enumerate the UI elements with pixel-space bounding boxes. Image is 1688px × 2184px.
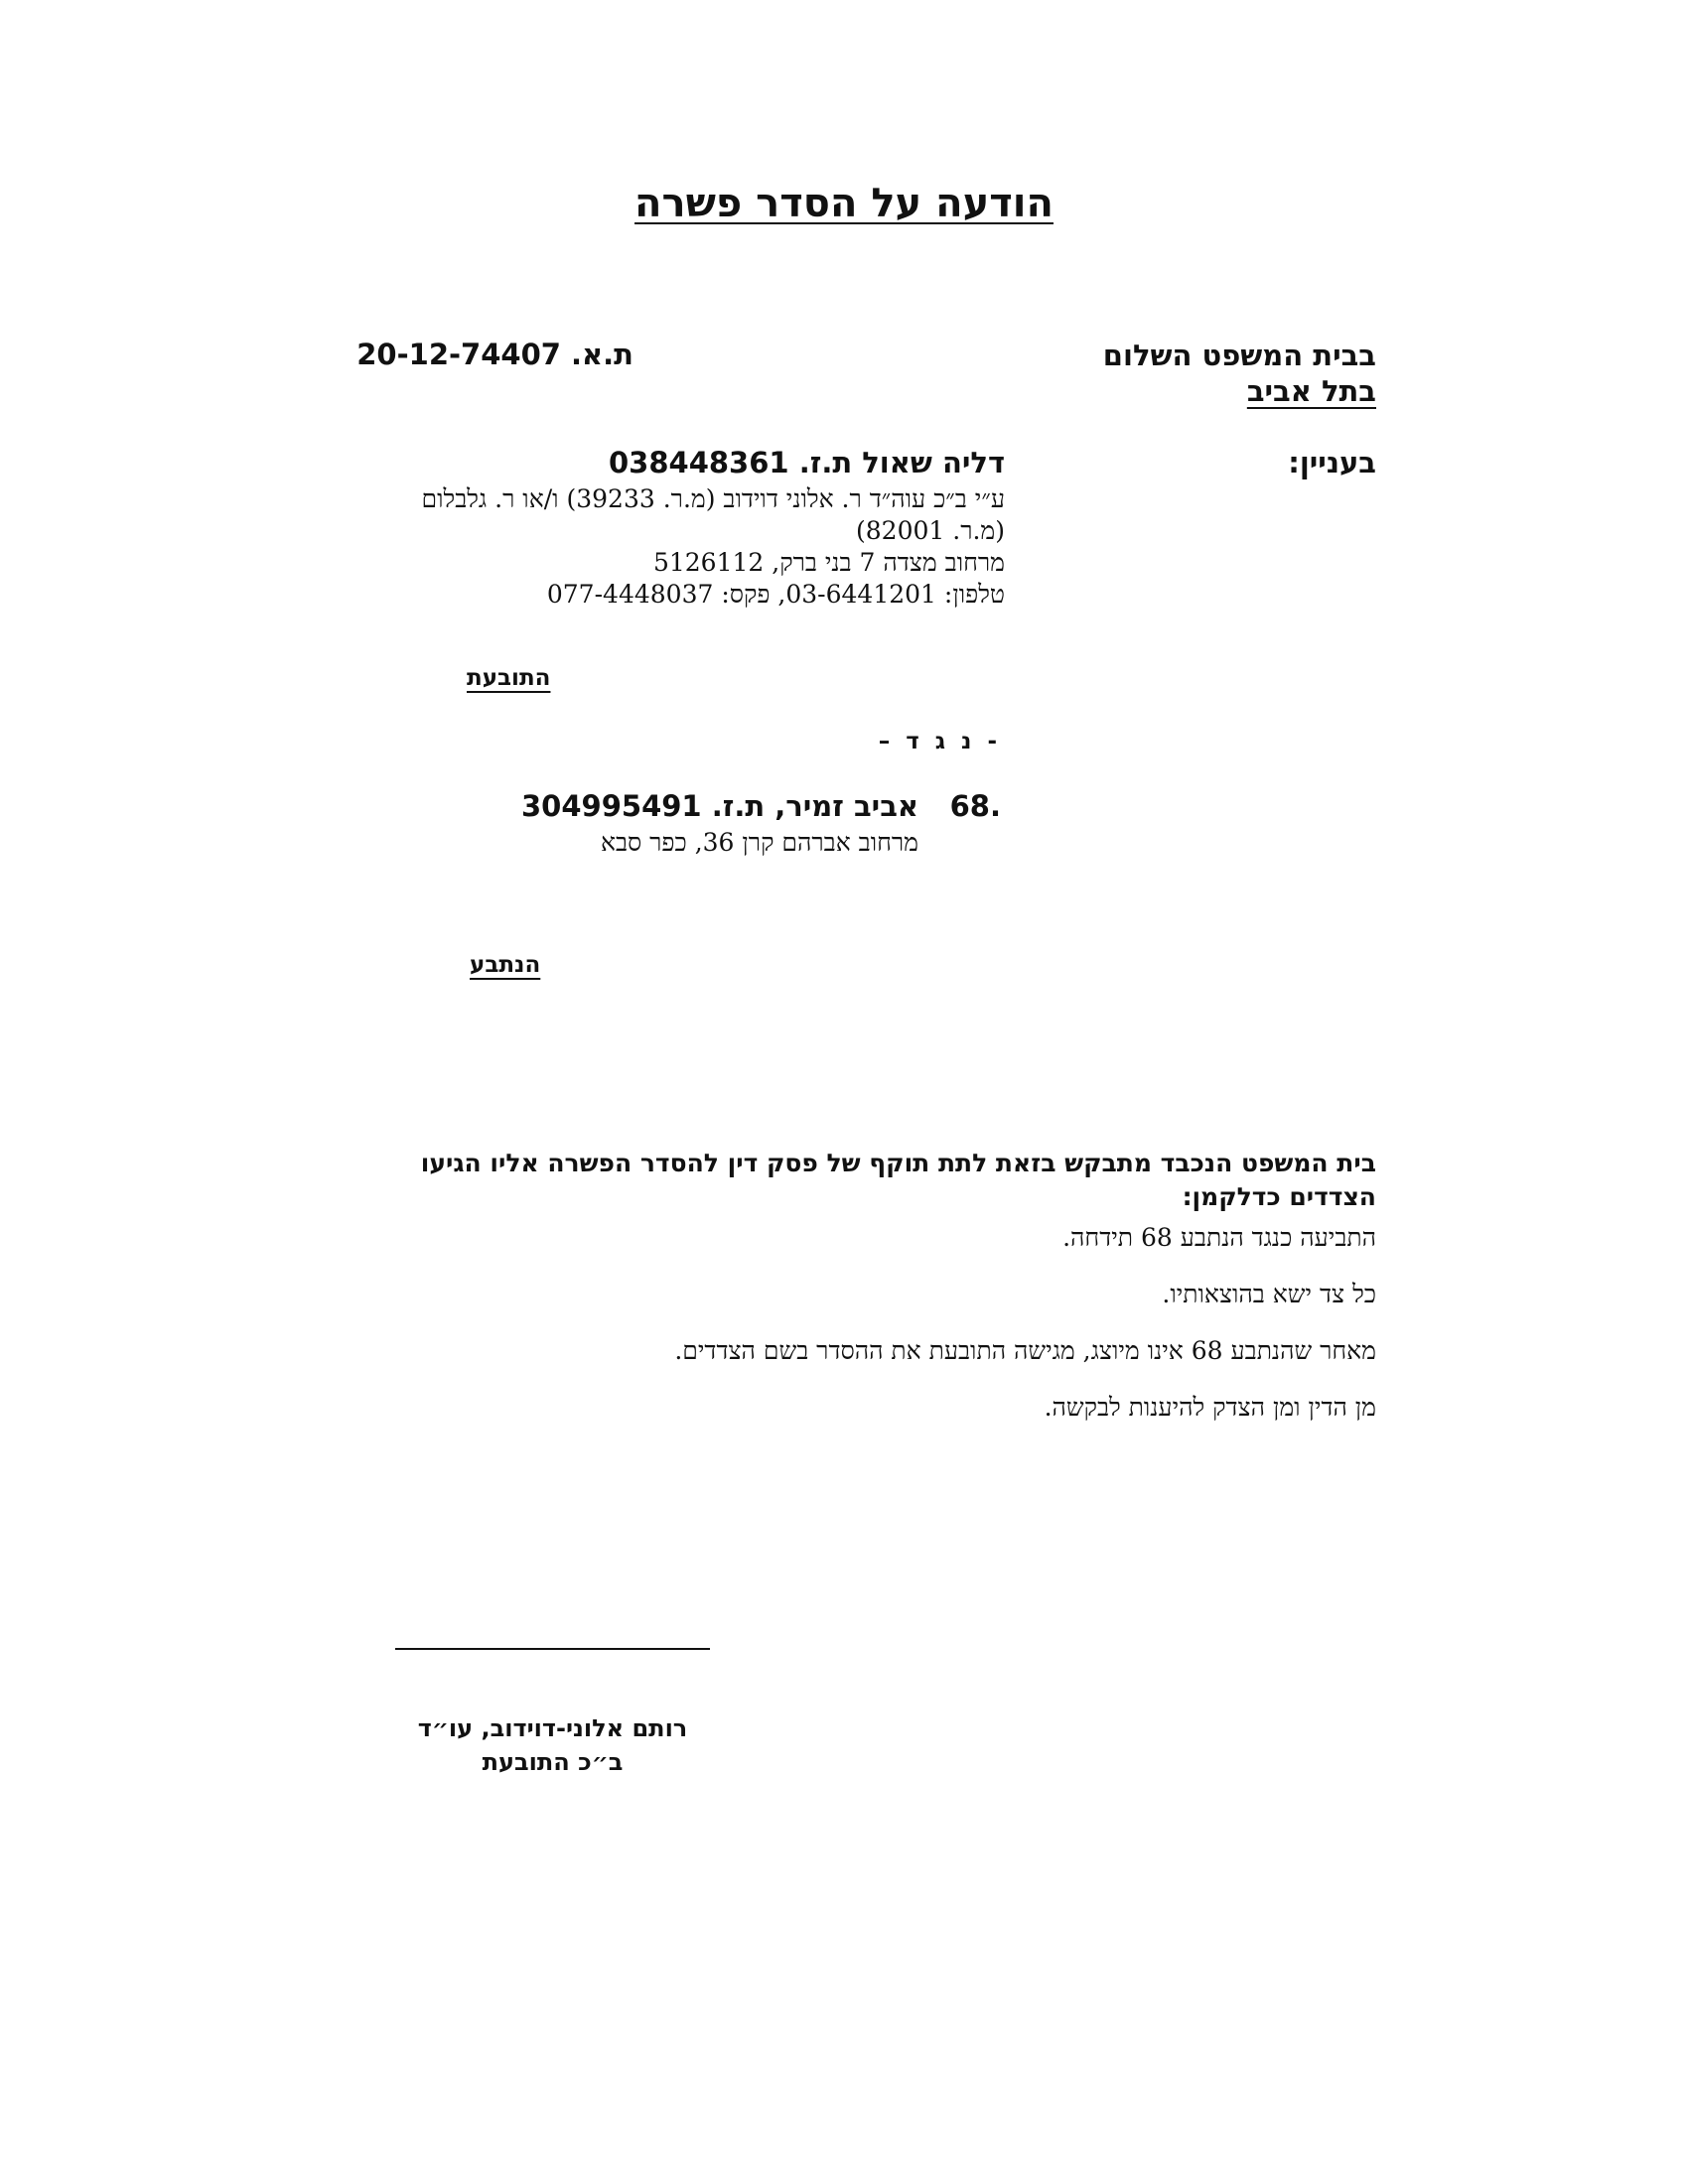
- document-title: הודעה על הסדר פשרה: [634, 181, 1054, 226]
- defendant-role-label: הנתבע: [470, 952, 541, 978]
- paragraph-3: מאחר שהנתבע 68 אינו מיוצג, מגישה התובעת את ההסדר בשם הצדדים.: [674, 1336, 1376, 1365]
- plaintiff-address: מרחוב מצדה 7 בני ברק, 5126112: [652, 548, 1005, 577]
- court-line-2: בתל אביב: [1246, 374, 1376, 408]
- court-line-1: בבית המשפט השלום: [1102, 339, 1376, 372]
- paragraph-1: התביעה כנגד הנתבע 68 תידחה.: [1062, 1223, 1376, 1252]
- paragraph-4: מן הדין ומן הצדק להיענות לבקשה.: [1044, 1393, 1376, 1422]
- plaintiff-phone: טלפון: 03-6441201, פקס: 077-4448037: [546, 580, 1005, 609]
- plaintiff-role-label: התובעת: [467, 665, 551, 691]
- paragraph-2: כל צד ישא בהוצאותיו.: [1162, 1280, 1376, 1308]
- in-re-label: בעניין:: [1288, 446, 1376, 479]
- defendant-name: אביב זמיר, ת.ז. 304995491: [521, 789, 918, 823]
- signature-role: ב״כ התובעת: [482, 1748, 624, 1776]
- plaintiff-block: [295, 446, 1005, 611]
- signature-block: [395, 1711, 710, 1779]
- court-name: [1103, 338, 1376, 409]
- defendant-number: 68.: [949, 789, 1001, 823]
- plaintiff-representation-cont: (מ.ר. 82001): [856, 516, 1005, 545]
- request-paragraph: בית המשפט הנכבד מתבקש בזאת לתת תוקף של פסק דין להסדר הפשרה אליו הגיעו הצדדים כדלקמן:: [420, 1149, 1376, 1211]
- plaintiff-name: דליה שאול ת.ז. 038448361: [608, 446, 1005, 479]
- signature-line: [395, 1648, 710, 1650]
- signature-name: רותם אלוני-דוידוב, עו״ד: [417, 1714, 688, 1742]
- plaintiff-representation: ע״י ב״כ עוה״ד ר. אלוני דוידוב (מ.ר. 39233) ו/או ר. גלבלום: [421, 484, 1005, 513]
- defendant-address: מרחוב אברהם קרן 36, כפר סבא: [600, 828, 918, 857]
- case-number: ת.א. 20-12-74407: [356, 338, 633, 371]
- versus-label: - נ ג ד –: [878, 729, 1001, 754]
